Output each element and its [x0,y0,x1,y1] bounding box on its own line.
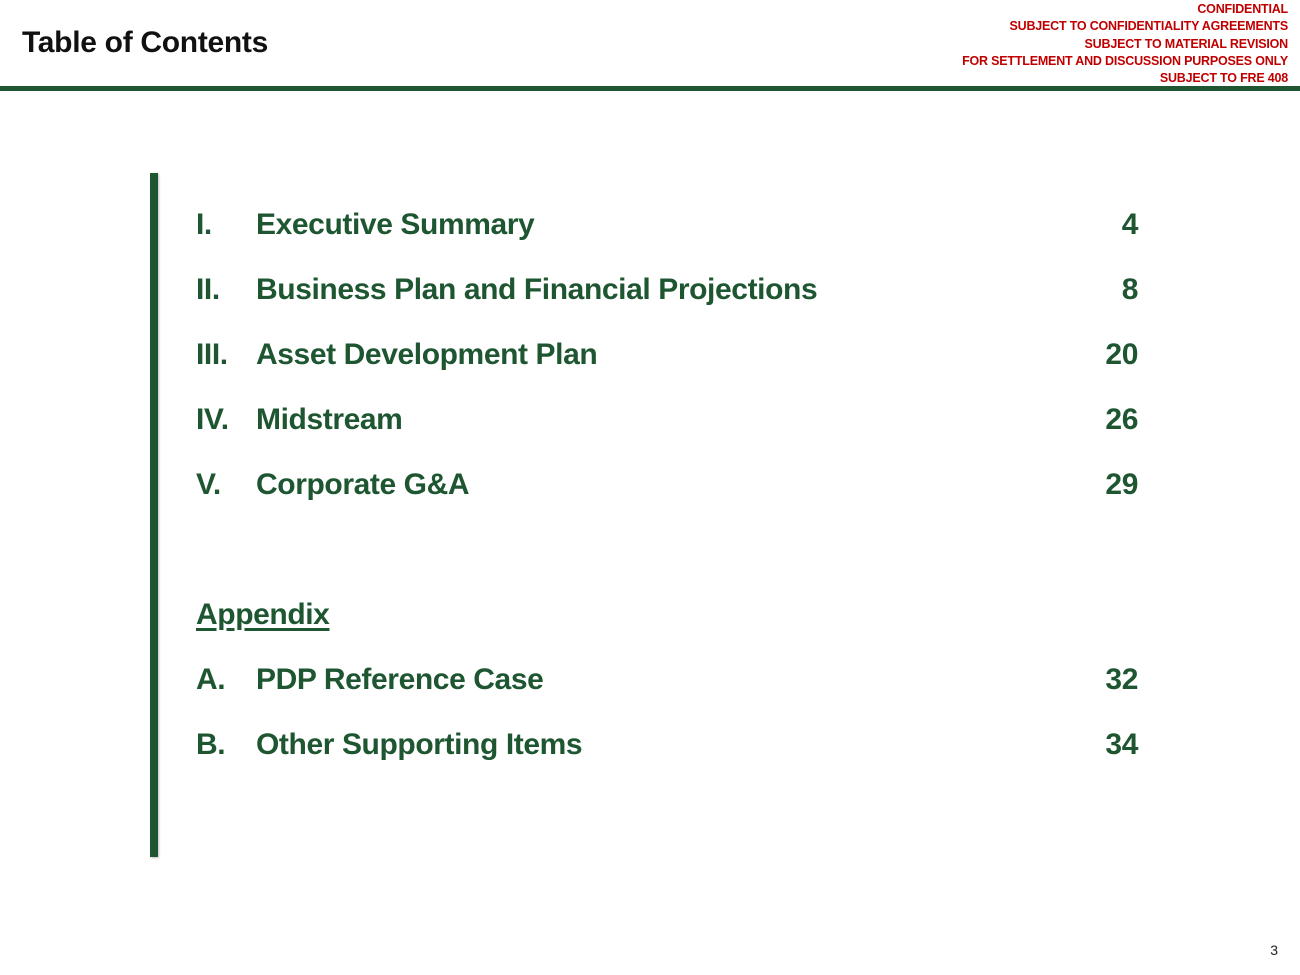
toc-item-number: V. [196,468,221,501]
notice-line: SUBJECT TO MATERIAL REVISION [1084,36,1288,51]
toc-item-business-plan[interactable] [196,273,1140,313]
confidentiality-notice [962,1,1288,87]
toc-item-asset-development[interactable] [196,338,1140,378]
notice-line: FOR SETTLEMENT AND DISCUSSION PURPOSES ONLY [962,53,1288,68]
toc-item-other-supporting[interactable] [196,728,1140,768]
toc-item-page: 32 [1105,663,1138,696]
notice-line: CONFIDENTIAL [1197,2,1288,16]
toc-item-page: 34 [1105,728,1138,761]
toc-item-page: 4 [1121,208,1138,241]
toc-item-pdp-reference[interactable] [196,663,1140,703]
toc-item-label: Executive Summary [256,208,535,241]
toc-item-number: B. [196,728,226,761]
toc-item-page: 26 [1105,403,1138,436]
toc-item-number: IV. [196,403,229,436]
page-title: Table of Contents [22,26,269,59]
header-divider [0,86,1300,91]
page-number: 3 [1270,942,1278,958]
notice-line: SUBJECT TO CONFIDENTIALITY AGREEMENTS [1009,19,1288,34]
toc-item-number: II. [196,273,220,306]
toc-item-page: 29 [1105,468,1138,501]
toc-item-number: I. [196,208,212,241]
toc-item-label: PDP Reference Case [256,663,544,696]
toc-vertical-bar [150,173,158,857]
toc-item-midstream[interactable] [196,403,1140,443]
toc-item-page: 20 [1105,338,1138,371]
appendix-heading: Appendix [196,598,330,631]
toc-item-label: Asset Development Plan [256,338,598,371]
toc-item-label: Other Supporting Items [256,728,583,761]
toc-item-label: Business Plan and Financial Projections [256,273,818,306]
toc-item-label: Midstream [256,403,403,436]
toc-item-executive-summary[interactable] [196,208,1140,248]
toc-item-number: III. [196,338,228,371]
toc-item-label: Corporate G&A [256,468,470,501]
toc-item-page: 8 [1121,273,1138,306]
toc-item-number: A. [196,663,226,696]
toc-item-corporate-ga[interactable] [196,468,1140,508]
notice-line: SUBJECT TO FRE 408 [1159,71,1288,86]
